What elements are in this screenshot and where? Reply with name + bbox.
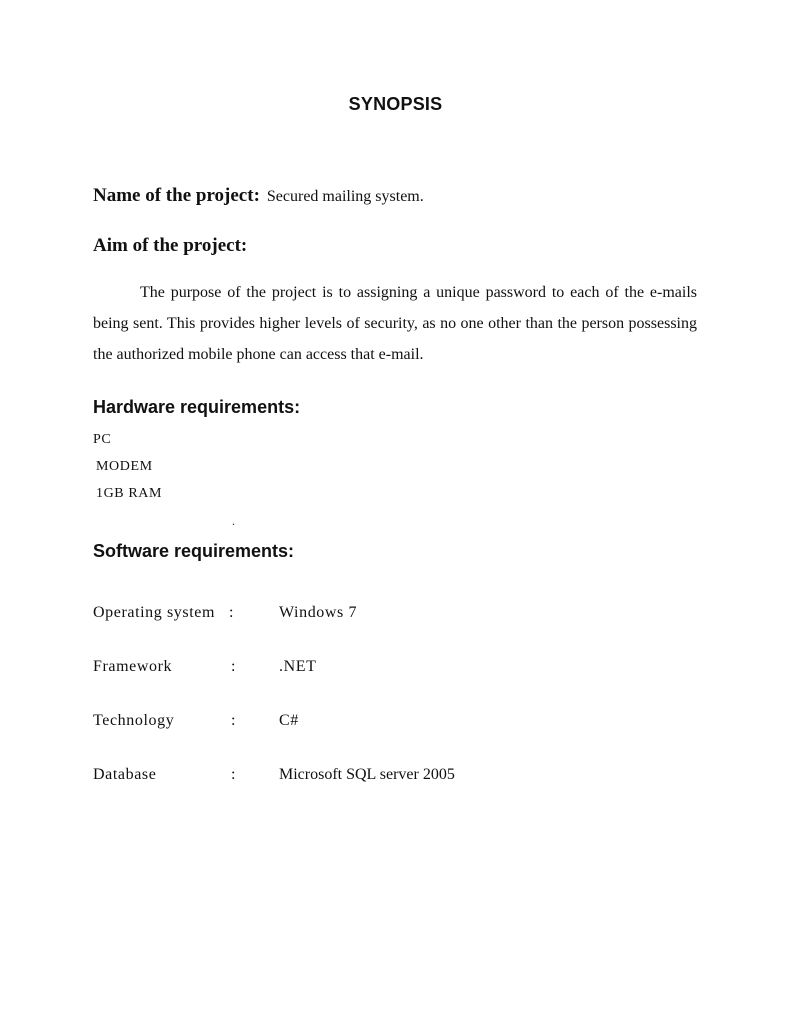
software-row-key: Database — [93, 766, 157, 783]
page-title: SYNOPSIS — [348, 94, 443, 114]
software-row-value: C# — [279, 712, 299, 729]
hardware-item-modem: MODEM — [96, 459, 153, 474]
software-row-key: Framework — [93, 658, 173, 675]
project-name-label: Name of the project: — [93, 185, 260, 206]
stray-mark: . — [232, 514, 235, 528]
software-row-separator: : — [231, 658, 237, 675]
project-name-value: Secured mailing system. — [266, 188, 424, 205]
hardware-item-ram: 1GB RAM — [96, 486, 163, 501]
software-row-key: Operating system — [93, 604, 216, 621]
aim-heading: Aim of the project: — [93, 235, 248, 256]
hardware-item-pc: PC — [93, 432, 112, 447]
software-row-separator: : — [229, 604, 235, 621]
software-row-separator: : — [231, 712, 237, 729]
software-row-value: Windows 7 — [279, 604, 358, 621]
software-row-value: .NET — [279, 658, 317, 675]
software-row-separator: : — [231, 766, 237, 783]
software-row-key: Technology — [93, 712, 175, 729]
software-row-value: Microsoft SQL server 2005 — [279, 766, 455, 783]
project-name-line — [93, 185, 424, 207]
aim-paragraph: The purpose of the project is to assigning a unique password to each of the e-mails being sent. This provides higher levels of security, as no one other than the person possessing the authorized mobile phone can access that e-mail. — [93, 284, 697, 363]
software-heading: Software requirements: — [93, 541, 295, 561]
hardware-heading: Hardware requirements: — [93, 397, 301, 417]
